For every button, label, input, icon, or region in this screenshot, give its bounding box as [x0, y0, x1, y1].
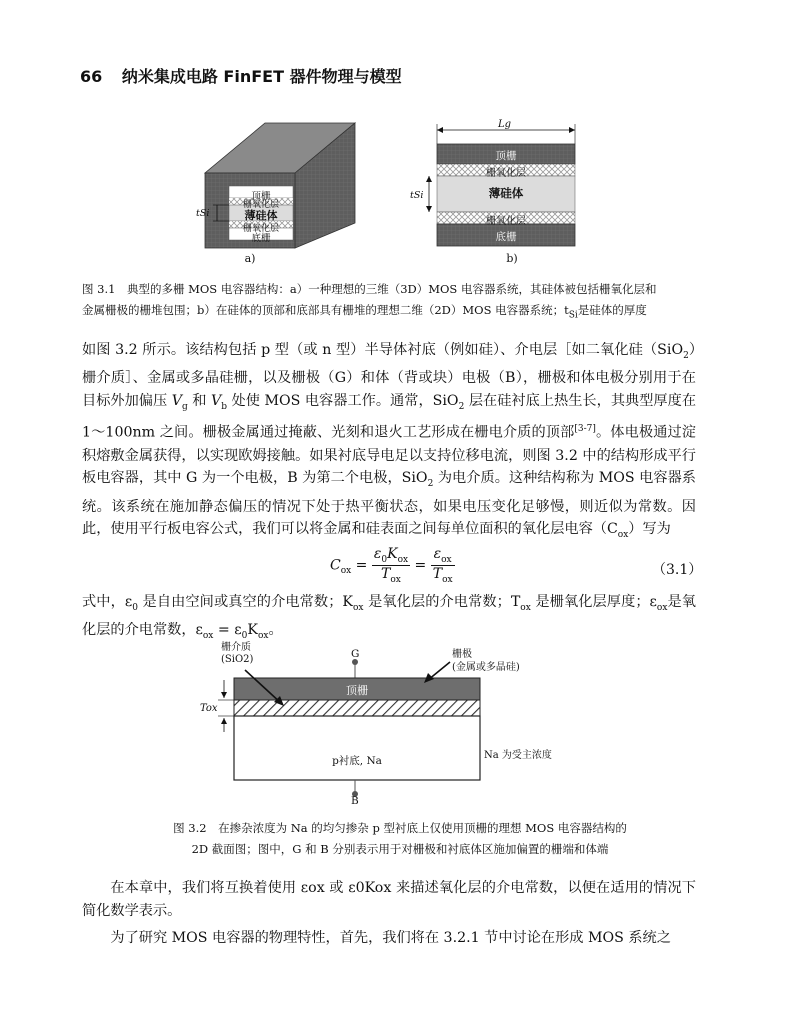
paragraph-1: 如图 3.2 所示。该结构包括 p 型（或 n 型）半导体衬底（例如硅）、介电层［如二氧化硅（SiO$_2$）栅介质］、金属或多晶硅栅，以及栅极（G）和体（背或块）电极（B），栅极和体电极分别用于在目标外加偏压 $V_g$ 和 $V_b$ 处使 MOS 电容器工作。通常，SiO$_2$ 层在硅衬底上热生长，其典型厚度在 1～100nm 之间。栅极金属通过掩蔽、光刻和退火工艺形成在栅电介质的顶部[3-7]。体电极通过淀积熔敷金属获得，以实现欧姆接触。如果衬底导电足以支持位移电流，则图 3.2 中的结构形成平行板电容器，其中 G 为一个电极，B 为第二个电极，SiO$_2$ 为电介质。这种结构称为 MOS 电容器系统。该系统在施加静态偏压的情况下处于热平衡状态，如果电压变化足够慢，则近似为常数。因此，使用平行板电容公式，我们可以将金属和硅表面之间每单位面积的氧化层电容$(C_{ox})$写为 [82, 342, 697, 541]
fig1a-label-top-gate: 顶栅 [251, 191, 271, 202]
figure-3-1-caption [82, 279, 702, 326]
fig1b-lg: Lg [498, 119, 512, 130]
equation-3-1: $C_{ox}$ = $\frac{\varepsilon_0K_{ox}}{T_{ox}}$ = $\frac{\varepsilon_{ox}}{T_{ox}}$ [330, 546, 453, 585]
fig1a-tsi: tSi [196, 208, 210, 219]
paragraph-3: 在本章中，我们将互换着使用 εox 或 ε0Kox 来描述氧化层的介电常数，以便在适用的情况下简化数学表示。 [82, 880, 696, 919]
fig1b-label-bottom-gate: 底栅 [495, 231, 517, 243]
fig1b-label-oxide-bottom: 栅氧化层 [486, 216, 526, 227]
fig2-substrate-label: p衬底, Na [332, 755, 382, 767]
fig1b-sublabel: b) [506, 252, 518, 265]
fig1b-tsi: tSi [410, 190, 424, 201]
fig2-tox-label: Tox [200, 703, 218, 714]
fig2-top-gate-label: 顶栅 [346, 684, 368, 697]
caption-3-1-line2: 金属栅极的栅堆包围；b）在硅体的顶部和底部具有栅堆的理想二维（2D）MOS 电容器系统；$t_{Si}$是硅体的厚度 [82, 303, 647, 321]
figure-3-2-caption [140, 818, 660, 860]
eq-frac-2: $\frac{\varepsilon_{ox}}{T_{ox}}$ [432, 546, 453, 585]
eq-frac-1: $\frac{\varepsilon_0K_{ox}}{T_{ox}}$ [373, 546, 409, 585]
fig2-na-note: Na 为受主浓度 [484, 750, 552, 761]
fig1b-label-top-gate: 顶栅 [495, 150, 517, 162]
fig1a-label-bottom-gate: 底栅 [251, 233, 271, 244]
fig2-gate-label: 栅极 (金属或多晶硅) [452, 649, 520, 673]
figure-3-2 [200, 640, 640, 810]
fig1a-label-silicon: 薄硅体 [244, 209, 278, 222]
equation-number: （3.1） [652, 562, 703, 578]
fig2-g-terminal: G [351, 648, 360, 660]
fig2-b-terminal: B [351, 795, 359, 807]
caption-3-2-line2: 2D 截面图；图中，G 和 B 分别表示用于对栅极和衬底体区施加偏置的栅端和体端 [191, 842, 609, 856]
fig2-gate-dielectric-label: 栅介质 (SiO2) [221, 642, 254, 665]
fig1b-label-oxide-top: 栅氧化层 [486, 168, 526, 179]
page-header [80, 64, 402, 87]
fig1a-sublabel: a) [244, 252, 256, 265]
paragraph-2: 式中，$\varepsilon_0$ 是自由空间或真空的介电常数；$K_{ox}$ 是氧化层的介电常数；$T_{ox}$ 是栅氧化层厚度；$\varepsilon_{ox}$是氧化层的介电常数，$\varepsilon_{ox} = \varepsilon_0K_{ox}$。 [82, 594, 696, 642]
fig1a-label-oxide-top: 栅氧化层 [242, 200, 279, 210]
paragraph-4: 为了研究 MOS 电容器的物理特性，首先，我们将在 3.2.1 节中讨论在形成 MOS 系统之 [110, 930, 671, 946]
caption-3-1-line1: 图 3.1 典型的多栅 MOS 电容器结构：a）一种理想的三维（3D）MOS 电容器系统，其硅体被包括栅氧化层和 [82, 282, 657, 296]
page-number: 66 [80, 67, 103, 86]
book-title: 纳米集成电路 FinFET 器件物理与模型 [121, 67, 402, 86]
fig1b-label-silicon: 薄硅体 [488, 186, 524, 200]
fig1a-label-oxide-bottom: 栅氧化层 [242, 224, 279, 234]
caption-3-2-line1: 图 3.2 在掺杂浓度为 Na 的均匀掺杂 p 型衬底上仅使用顶栅的理想 MOS 电容器结构的 [173, 821, 627, 835]
